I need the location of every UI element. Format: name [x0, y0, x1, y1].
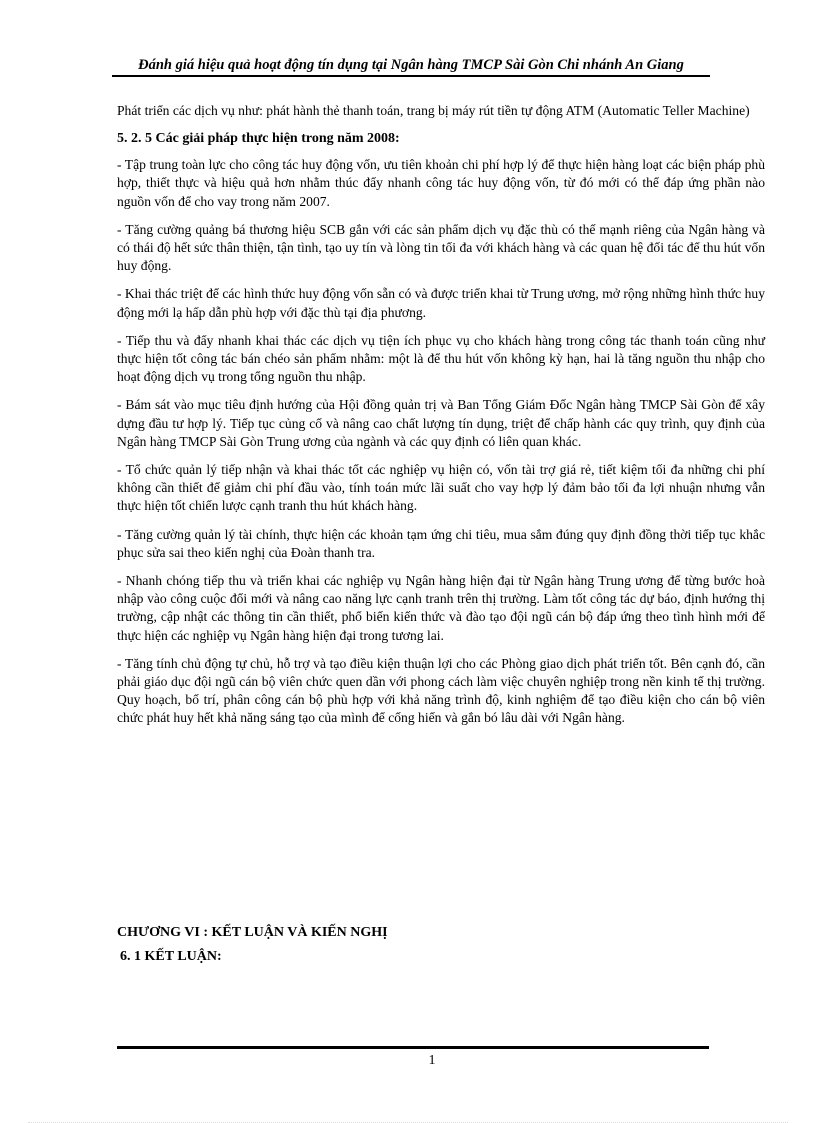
- chapter-title: CHƯƠNG VI : KẾT LUẬN VÀ KIẾN NGHỊ: [117, 925, 388, 940]
- footer-rule: [117, 1046, 709, 1049]
- solution-paragraph: - Khai thác triệt để các hình thức huy động vốn sẵn có và được triển khai từ Trung ương, mở rộng những hình thức huy động mới lạ hấp dẫn phù hợp với đặc thù tại địa phương.: [117, 286, 765, 320]
- page-number: 1: [428, 1053, 436, 1068]
- solution-paragraph: - Bám sát vào mục tiêu định hướng của Hội đồng quản trị và Ban Tổng Giám Đốc Ngân hàng TMCP Sài Gòn để xây dựng đầu tư hợp lý. Tiếp tục củng cố và nâng cao chất lượng tín dụng, triệt để chấp hành các quy trình, quy định của Ngân hàng TMCP Sài Gòn Trung ương của ngành và các quy định có liên quan khác.: [117, 397, 765, 449]
- solution-paragraph: - Tăng cường quản lý tài chính, thực hiện các khoản tạm ứng chi tiêu, mua sắm đúng quy định đồng thời tiếp tục khắc phục sửa sai theo kiến nghị của Đoàn thanh tra.: [117, 526, 765, 560]
- solution-paragraph: - Tăng tính chủ động tự chủ, hỗ trợ và tạo điều kiện thuận lợi cho các Phòng giao dịch phát triển tốt. Bên cạnh đó, cần phải giáo dục đội ngũ cán bộ viên chức quen dần với phong cách làm việc chuyên nghiệp trong nền kinh tế thị trường. Quy hoạch, bố trí, phân công cán bộ phù hợp với khả năng trình độ, kinh nghiệm để tạo điều kiện cho cán bộ viên chức phát huy hết khả năng sáng tạo của mình để cống hiến và gắn bó lâu dài với Ngân hàng.: [117, 655, 765, 726]
- solution-paragraph: - Tăng cường quảng bá thương hiệu SCB gắn với các sản phẩm dịch vụ đặc thù có thế mạnh riêng của Ngân hàng và có thái độ hết sức thân thiện, tận tình, tạo uy tín và lòng tin tối đa với khách hàng và các quan hệ đối tác để thu hút vốn huy động.: [117, 221, 765, 274]
- intro-paragraph: Phát triển các dịch vụ như: phát hành thẻ thanh toán, trang bị máy rút tiền tự động ATM (Automatic Teller Machine): [117, 103, 750, 118]
- running-header: Đánh giá hiệu quả hoạt động tín dụng tại Ngân hàng TMCP Sài Gòn Chi nhánh An Giang: [138, 57, 684, 73]
- body-text: [117, 102, 765, 738]
- solution-paragraph: - Tập trung toàn lực cho công tác huy động vốn, ưu tiên khoản chi phí hợp lý để thực hiện hàng loạt các biện pháp phù hợp, thiết thực và hiệu quả hơn nhằm thúc đẩy nhanh công tác huy động vốn, từ đó mới có thể đáp ứng phần nào nguồn vốn để cho vay trong năm 2007.: [117, 157, 765, 209]
- solution-paragraph: - Tiếp thu và đẩy nhanh khai thác các dịch vụ tiện ích phục vụ cho khách hàng trong công tác thanh toán cũng như thực hiện tốt công tác bán chéo sản phẩm nhằm: một là để thu hút vốn không kỳ hạn, hai là tăng nguồn thu nhập cho hoạt động dịch vụ trong tổng nguồn thu nhập.: [117, 332, 765, 385]
- chapter-subheading: 6. 1 KẾT LUẬN:: [120, 949, 222, 964]
- solution-paragraph: - Tổ chức quản lý tiếp nhận và khai thác tốt các nghiệp vụ hiện có, vốn tài trợ giá rẻ, tiết kiệm tối đa những chi phí không cần thiết để giảm chi phí đầu vào, tính toán mức lãi suất cho vay hợp lý đảm bảo tối đa lợi nhuận nhưng vẫn thực hiện tốt chiến lược cạnh tranh thu hút khách hàng.: [117, 462, 765, 514]
- solution-paragraph: - Nhanh chóng tiếp thu và triển khai các nghiệp vụ Ngân hàng hiện đại từ Ngân hàng Trung ương để từng bước hoà nhập vào công cuộc đổi mới và nâng cao năng lực cạnh tranh trên thị trường. Làm tốt công tác dự báo, định hướng thị trường, cập nhật các thông tin cần thiết, phổ biến kiến thức và đào tạo đội ngũ cán bộ đáp ứng theo tình hình mới để thực hiện các nghiệp vụ Ngân hàng hiện đại trong tương lai.: [117, 573, 765, 643]
- section-heading: 5. 2. 5 Các giải pháp thực hiện trong năm 2008:: [117, 131, 400, 147]
- header-rule: [112, 75, 710, 77]
